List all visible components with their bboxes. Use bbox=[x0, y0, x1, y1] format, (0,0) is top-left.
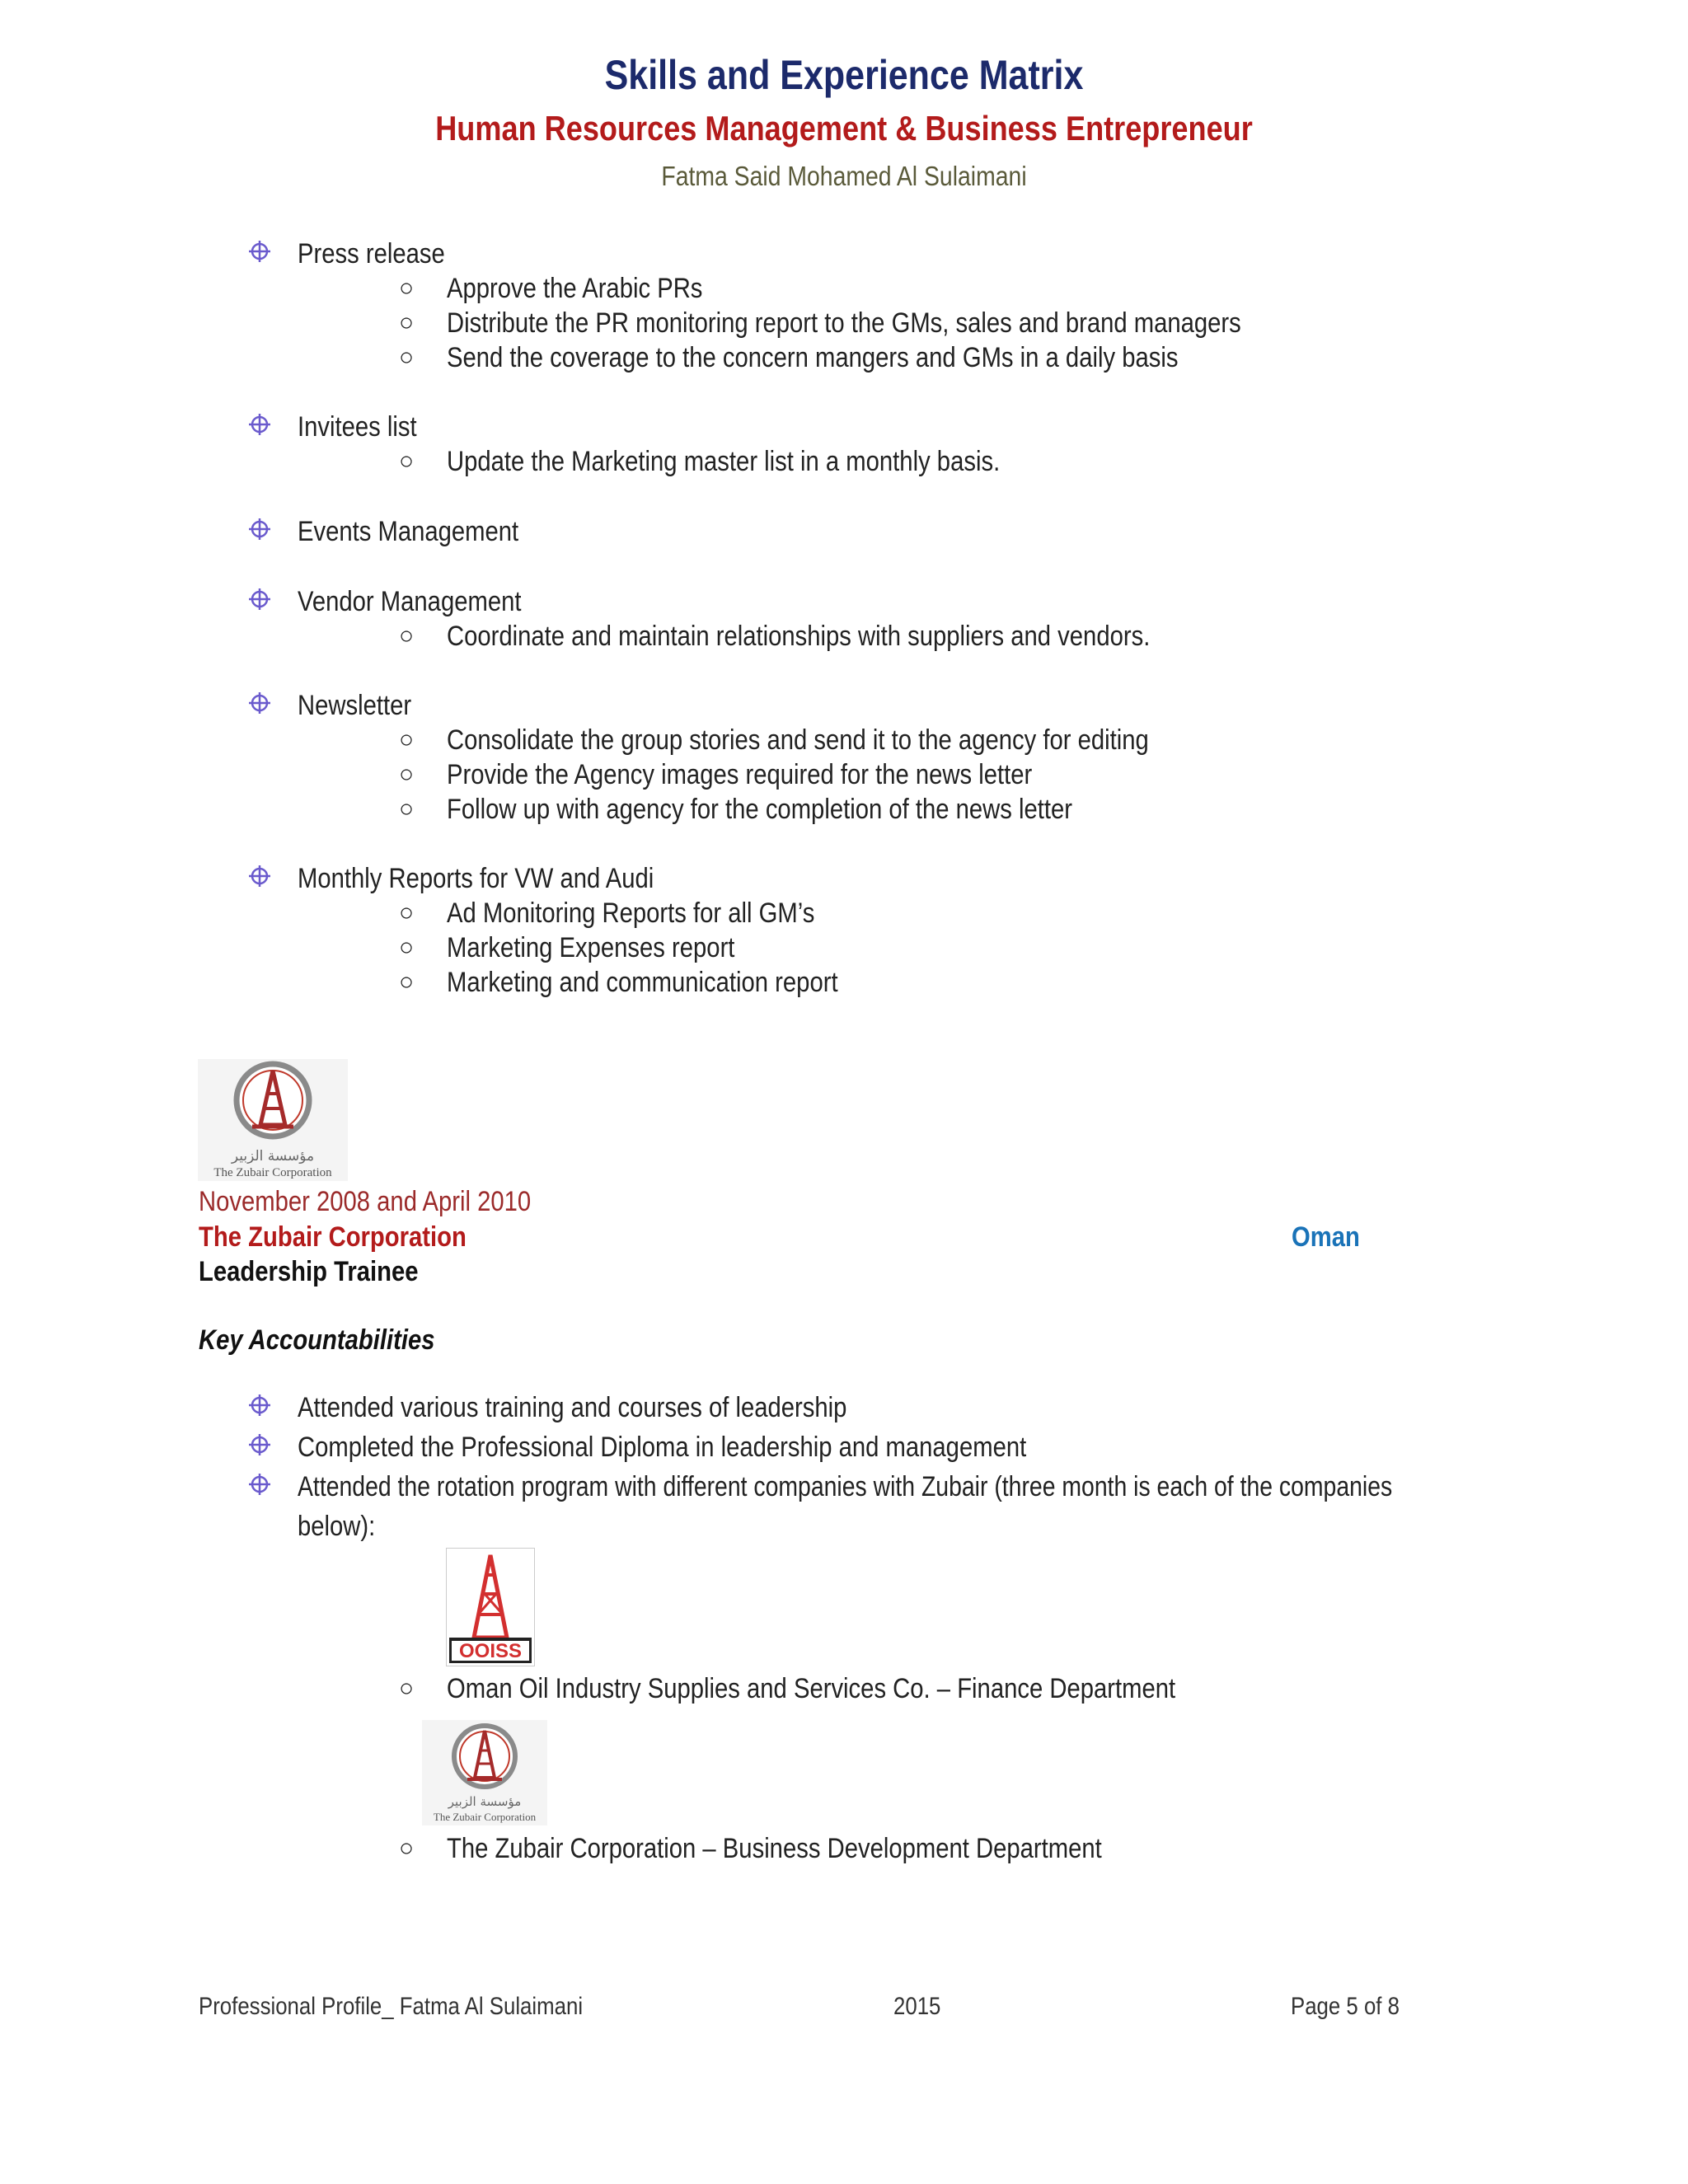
section-title: Press release bbox=[298, 238, 445, 269]
circle-bullet-icon: ○ bbox=[399, 1835, 415, 1862]
list-item: Distribute the PR monitoring report to the GMs, sales and brand managers bbox=[447, 307, 1241, 339]
logo-english-text: The Zubair Corporation bbox=[213, 1166, 332, 1179]
ooiss-logo-text: OOISS bbox=[458, 1640, 523, 1662]
list-item: Approve the Arabic PRs bbox=[447, 273, 703, 304]
list-item: Consolidate the group stories and send it to the agency for editing bbox=[447, 724, 1149, 756]
circle-bullet-icon: ○ bbox=[399, 726, 415, 753]
section-title: Events Management bbox=[298, 516, 519, 547]
crosshair-bullet-icon bbox=[247, 239, 272, 264]
section-title: Monthly Reports for VW and Audi bbox=[298, 863, 654, 894]
rotation-item: Oman Oil Industry Supplies and Services Co. – Finance Department bbox=[447, 1673, 1176, 1704]
page-subtitle: Human Resources Management & Business Entrepreneur bbox=[435, 109, 1253, 148]
list-item-continuation: below): bbox=[298, 1511, 376, 1542]
section-title: Newsletter bbox=[298, 690, 412, 721]
circle-bullet-icon: ○ bbox=[399, 274, 415, 302]
page-title: Skills and Experience Matrix bbox=[604, 52, 1084, 98]
circle-bullet-icon: ○ bbox=[399, 899, 415, 926]
circle-bullet-icon: ○ bbox=[399, 795, 415, 823]
list-item: Attended the rotation program with different companies with Zubair (three month is each of the companies bbox=[298, 1471, 1393, 1502]
footer-year: 2015 bbox=[893, 1993, 941, 2020]
page-number: Page 5 of 8 bbox=[1291, 1993, 1400, 2020]
list-item: Follow up with agency for the completion of the news letter bbox=[447, 794, 1073, 825]
circle-bullet-icon: ○ bbox=[399, 344, 415, 371]
logo-arabic-text: مؤسسة الزبير bbox=[448, 1794, 522, 1809]
job-location: Oman bbox=[1292, 1221, 1360, 1253]
crosshair-bullet-icon bbox=[247, 517, 272, 541]
accountabilities-heading: Key Accountabilities bbox=[199, 1324, 435, 1356]
circle-bullet-icon: ○ bbox=[399, 309, 415, 336]
author-name: Fatma Said Mohamed Al Sulaimani bbox=[661, 161, 1027, 191]
logo-english-text: The Zubair Corporation bbox=[433, 1811, 537, 1823]
derrick-emblem-icon bbox=[422, 1720, 547, 1796]
zubair-logo bbox=[198, 1059, 348, 1181]
circle-bullet-icon: ○ bbox=[399, 1675, 415, 1702]
section-title: Vendor Management bbox=[298, 586, 522, 617]
derrick-emblem-icon bbox=[198, 1059, 348, 1150]
section-title: Invitees list bbox=[298, 411, 417, 443]
job-role: Leadership Trainee bbox=[199, 1256, 419, 1287]
list-item: Update the Marketing master list in a monthly basis. bbox=[447, 446, 1001, 477]
crosshair-bullet-icon bbox=[247, 864, 272, 888]
circle-bullet-icon: ○ bbox=[399, 761, 415, 788]
crosshair-bullet-icon bbox=[247, 1472, 272, 1497]
logo-arabic-text: مؤسسة الزبير bbox=[231, 1148, 315, 1165]
ooiss-logo bbox=[446, 1548, 535, 1666]
list-item: Ad Monitoring Reports for all GM’s bbox=[447, 898, 815, 929]
job-dates: November 2008 and April 2010 bbox=[199, 1186, 532, 1217]
list-item: Coordinate and maintain relationships with suppliers and vendors. bbox=[447, 621, 1151, 652]
crosshair-bullet-icon bbox=[247, 1393, 272, 1418]
circle-bullet-icon: ○ bbox=[399, 448, 415, 475]
list-item: Marketing Expenses report bbox=[447, 932, 735, 963]
footer-left: Professional Profile_ Fatma Al Sulaimani bbox=[199, 1993, 584, 2020]
rotation-item: The Zubair Corporation – Business Development Department bbox=[447, 1833, 1102, 1864]
company-name: The Zubair Corporation bbox=[199, 1221, 467, 1253]
crosshair-bullet-icon bbox=[247, 412, 272, 437]
list-item: Provide the Agency images required for the news letter bbox=[447, 759, 1033, 790]
circle-bullet-icon: ○ bbox=[399, 622, 415, 649]
circle-bullet-icon: ○ bbox=[399, 934, 415, 961]
crosshair-bullet-icon bbox=[247, 587, 272, 612]
list-item: Send the coverage to the concern mangers and GMs in a daily basis bbox=[447, 342, 1179, 373]
list-item: Marketing and communication report bbox=[447, 967, 838, 998]
crosshair-bullet-icon bbox=[247, 691, 272, 715]
zubair-logo-small bbox=[422, 1720, 547, 1825]
list-item: Attended various training and courses of leadership bbox=[298, 1392, 847, 1423]
list-item: Completed the Professional Diploma in leadership and management bbox=[298, 1432, 1027, 1463]
circle-bullet-icon: ○ bbox=[399, 968, 415, 996]
crosshair-bullet-icon bbox=[247, 1432, 272, 1457]
